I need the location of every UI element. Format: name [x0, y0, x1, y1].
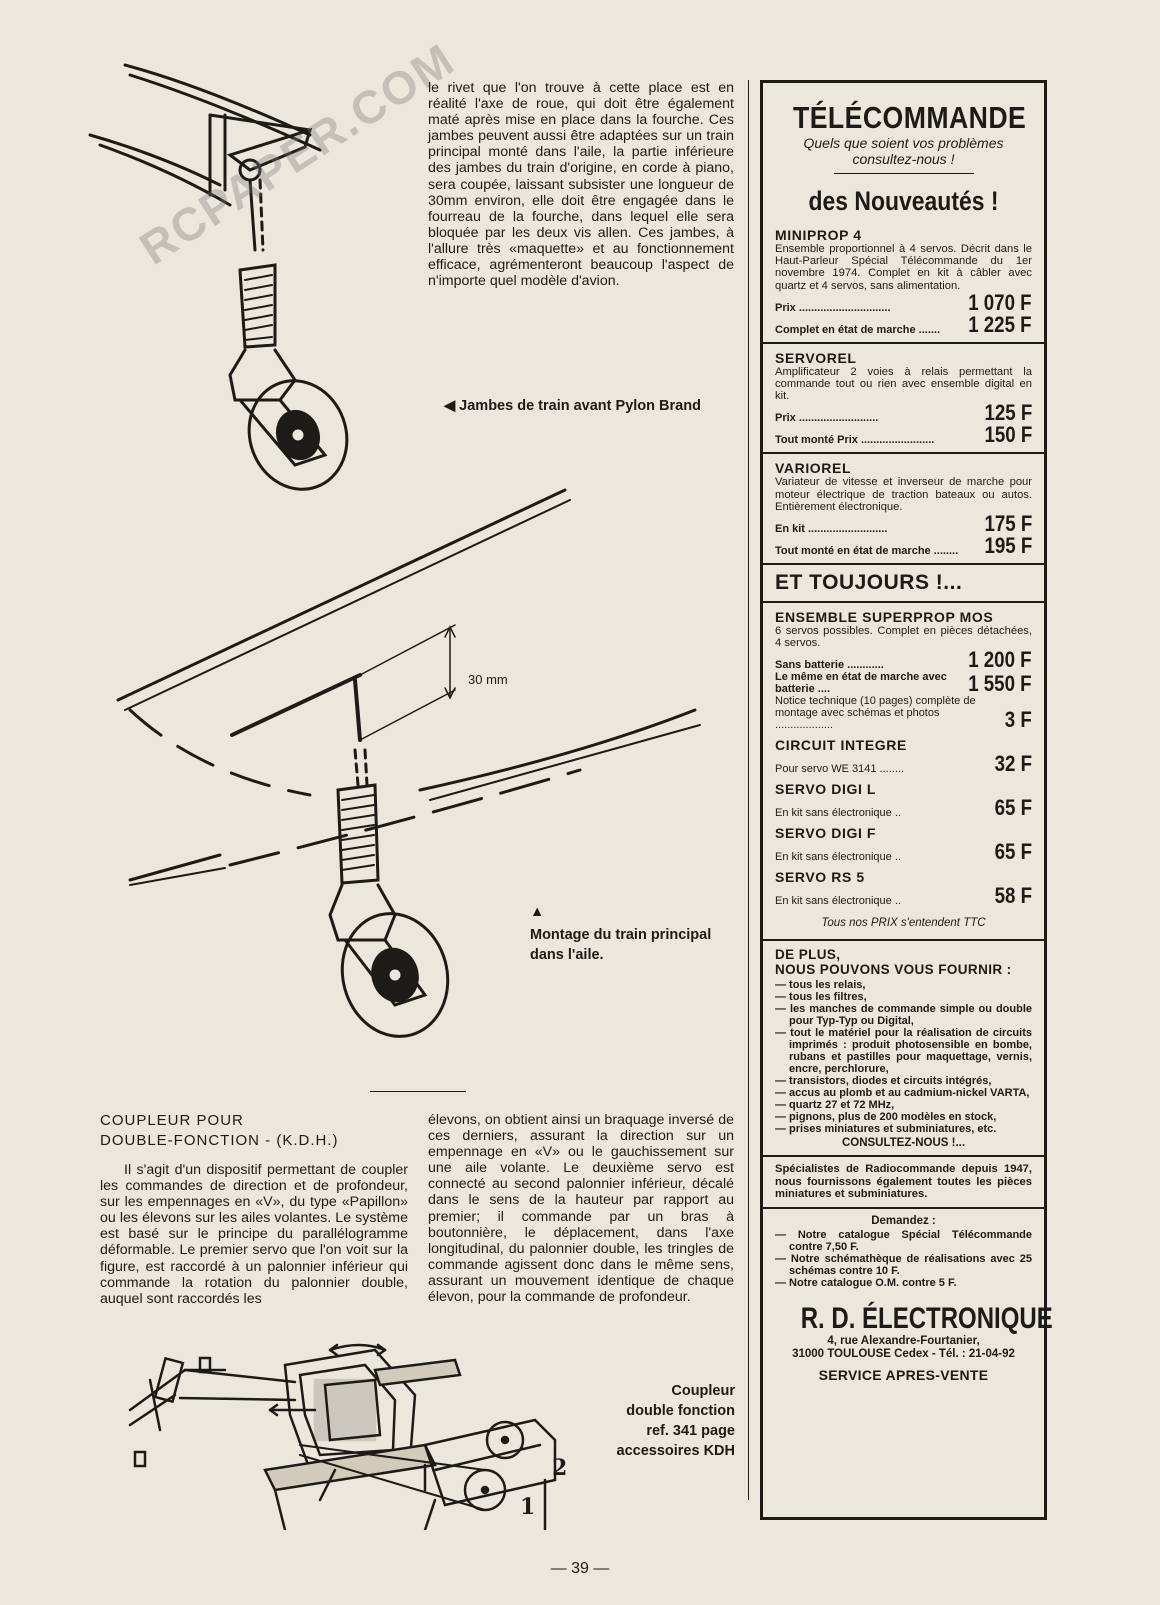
- caption-coupler-line-2: double fonction: [626, 1403, 735, 1419]
- list-item: — tous les relais,: [775, 979, 866, 992]
- section-rule: [763, 1155, 1044, 1157]
- column-divider: [748, 80, 749, 1500]
- caption-coupler-line-4: accessoires KDH: [616, 1443, 735, 1459]
- list-item: — tout le matériel pour la réalisation de circuits imprimés : produit photosensible en bombe, rubans et pastilles pour maquettage, vernis, encre, perchlorure,: [775, 1027, 1032, 1076]
- price-row: En kit .......................... 175 F: [775, 511, 1032, 537]
- ad-rule: [834, 173, 974, 174]
- product-desc: Ensemble proportionnel à 4 servos. Décrit dans le Haut-Parleur Spécial Télécommande du 1er novembre 1974. Complet en kit à câbler avec quartz et 4 servos, sans alimentation.: [775, 243, 1032, 292]
- price-row: Prix .......................... 125 F: [775, 400, 1032, 426]
- specialistes-text: Spécialistes de Radiocommande depuis 1947, nous fournissons également toutes les pièces miniatures et subminiatures.: [775, 1163, 1032, 1201]
- list-item: — Notre schémathèque de réalisations avec 25 schémas contre 10 F.: [775, 1252, 1032, 1277]
- product-name: VARIOREL: [775, 460, 852, 477]
- price-row: Prix .............................. 1 070 F: [775, 289, 1032, 315]
- price-row: Notice technique (10 pages) complète de montage avec schémas et photos ................... 3 F: [775, 695, 1032, 733]
- list-item: — quartz 27 et 72 MHz,: [775, 1099, 895, 1112]
- product-name: ENSEMBLE SUPERPROP MOS: [775, 609, 994, 626]
- price-row: Pour servo WE 3141 ........ 32 F: [775, 751, 1032, 777]
- price-row: En kit sans électronique .. 65 F: [775, 795, 1032, 821]
- main-gear-illustration: [110, 485, 730, 1055]
- list-item: — Notre catalogue O.M. contre 5 F.: [775, 1276, 957, 1289]
- price-row: En kit sans électronique .. 65 F: [775, 839, 1032, 865]
- supply-list: [775, 979, 1032, 1135]
- caption-coupler-line-1: Coupleur: [671, 1383, 735, 1399]
- company-name: R. D. ÉLECTRONIQUE: [800, 1301, 1053, 1335]
- demandez-heading: Demandez :: [871, 1214, 936, 1227]
- product-name: SERVO DIGI F: [775, 825, 877, 842]
- product-name: MINIPROP 4: [775, 227, 862, 243]
- catalog-list: [775, 1229, 1032, 1289]
- list-item: — accus au plomb et au cadmium-nickel VARTA,: [775, 1087, 1030, 1100]
- section-rule: [763, 563, 1044, 565]
- article-separator: [370, 1091, 466, 1092]
- ttc-note: Tous nos PRIX s'entendent TTC: [821, 917, 986, 930]
- intro-text: le rivet que l'on trouve à cette place est en réalité l'axe de roue, qui doit être également maté après mise en place dans la fourche. Ces jambes peuvent aussi être adaptées sur un train principal monté dans l'aile, la partie inférieure des jambes du train d'origine, en corde à piano, sera coupée, laissant subsister une longueur de 30mm environ, elle doit être engagée dans le fourreau de la fourche, dans lequel elle sera bloquée par les deux vis allen. Ces jambes, à l'allure très «maquette» et au fonctionnement efficace, agrémenteront beaucoup l'aspect de n'importe quel modèle d'avion.: [428, 80, 734, 290]
- page-number: — 39 —: [550, 1560, 610, 1577]
- caption-arrow-up: ▲: [530, 904, 545, 920]
- list-item: — Notre catalogue Spécial Télécommande contre 7,50 F.: [775, 1228, 1032, 1253]
- product-desc: Amplificateur 2 voies à relais permettant la commande tout ou rien avec ensemble digital en kit.: [775, 365, 1032, 403]
- list-item: — transistors, diodes et circuits intégrés,: [775, 1075, 992, 1088]
- section-rule: [763, 939, 1044, 941]
- section-rule: [763, 601, 1044, 603]
- product-name: CIRCUIT INTEGRE: [775, 737, 907, 754]
- coupler-illustration: [125, 1340, 585, 1530]
- servo-number-1: 1: [520, 1494, 536, 1520]
- section-rule: [763, 452, 1044, 454]
- ad-nouveautes: des Nouveautés !: [808, 186, 999, 216]
- price-row: Complet en état de marche ....... 1 225 F: [775, 311, 1032, 337]
- product-name: SERVO DIGI L: [775, 781, 877, 798]
- coupler-text-left: Il s'agit d'un dispositif permettant de coupler les commandes de direction et de profondeur, sur les empennages en «V», du type «Papillon» ou les élevons sur les ailes volantes. Le système est basé sur le principe du parallélogramme déformable. Le premier servo que l'on voit sur la figure, est raccordé à un palonnier inférieur qui commande la rotation du palonnier double, auquel sont raccordés les: [100, 1162, 408, 1307]
- list-item: — tous les filtres,: [775, 991, 867, 1004]
- company-address-1: 4, rue Alexandre-Fourtanier,: [827, 1334, 980, 1347]
- product-desc: 6 servos possibles. Complet en pièces détachées, 4 servos.: [775, 625, 1032, 650]
- coupler-heading-2: DOUBLE-FONCTION - (K.D.H.): [100, 1132, 339, 1149]
- list-item: — prises miniatures et subminiatures, etc.: [775, 1123, 997, 1136]
- list-item: — pignons, plus de 200 modèles en stock,: [775, 1111, 997, 1124]
- servo-number-2: 2: [552, 1455, 568, 1481]
- section-rule: [763, 1207, 1044, 1209]
- product-name: SERVOREL: [775, 349, 857, 366]
- caption-front-gear: ◀ Jambes de train avant Pylon Brand: [444, 398, 701, 414]
- coupler-text-right: élevons, on obtient ainsi un braquage inversé de ces derniers, assurant la direction sur un empennage en «V» ou le gauchissement sur une aile volante. Le deuxième servo est connecté au second palonnier inférieur, décalé dans le sens de la hauteur par rapport au premier; il commande par un bras à boutonnière, le déplacement, dans l'axe longitudinal, du palonnier double, les tringles de commande agissent donc dans le même sens, assurant un mouvement identique de chaque élevon, pour la commande de profondeur.: [428, 1112, 734, 1306]
- product-name: SERVO RS 5: [775, 869, 865, 886]
- deplus-heading-2: NOUS POUVONS VOUS FOURNIR :: [775, 962, 1012, 978]
- ad-toujours: ET TOUJOURS !...: [775, 571, 963, 595]
- ad-subtitle-1: Quels que soient vos problèmes: [803, 135, 1004, 151]
- dimension-label: 30 mm: [468, 672, 508, 687]
- price-row: Le même en état de marche avec batterie .... 1 550 F: [775, 671, 1032, 697]
- product-desc: Variateur de vitesse et inverseur de marche pour moteur électrique de traction bateaux ou autos. Entièrement électronique.: [775, 476, 1032, 513]
- service-apres-vente: SERVICE APRES-VENTE: [818, 1366, 989, 1383]
- coupler-heading-1: COUPLEUR POUR: [100, 1112, 244, 1129]
- caption-coupler-line-3: ref. 341 page: [646, 1423, 735, 1439]
- ad-title: TÉLÉCOMMANDE: [792, 100, 1027, 135]
- watermark: RCPAPER.COM: [130, 32, 464, 275]
- price-row: Tout monté Prix ........................ 150 F: [775, 422, 1032, 448]
- price-row: Sans batterie ............ 1 200 F: [775, 647, 1032, 673]
- deplus-heading-1: DE PLUS,: [775, 947, 841, 963]
- company-address-2: 31000 TOULOUSE Cedex - Tél. : 21-04-92: [792, 1347, 1015, 1360]
- list-item: — les manches de commande simple ou double pour Typ-Typ ou Digital,: [775, 1003, 1032, 1028]
- ad-subtitle-2: consultez-nous !: [852, 151, 955, 167]
- caption-main-gear: Montage du train principal dans l'aile.: [530, 927, 712, 963]
- advertisement-box: [760, 80, 1053, 1520]
- consultez-nous: CONSULTEZ-NOUS !...: [841, 1137, 966, 1150]
- price-row: En kit sans électronique .. 58 F: [775, 883, 1032, 909]
- caption-coupler: [580, 1381, 735, 1461]
- section-rule: [763, 342, 1044, 344]
- price-row: Tout monté en état de marche ........ 195 F: [775, 533, 1032, 559]
